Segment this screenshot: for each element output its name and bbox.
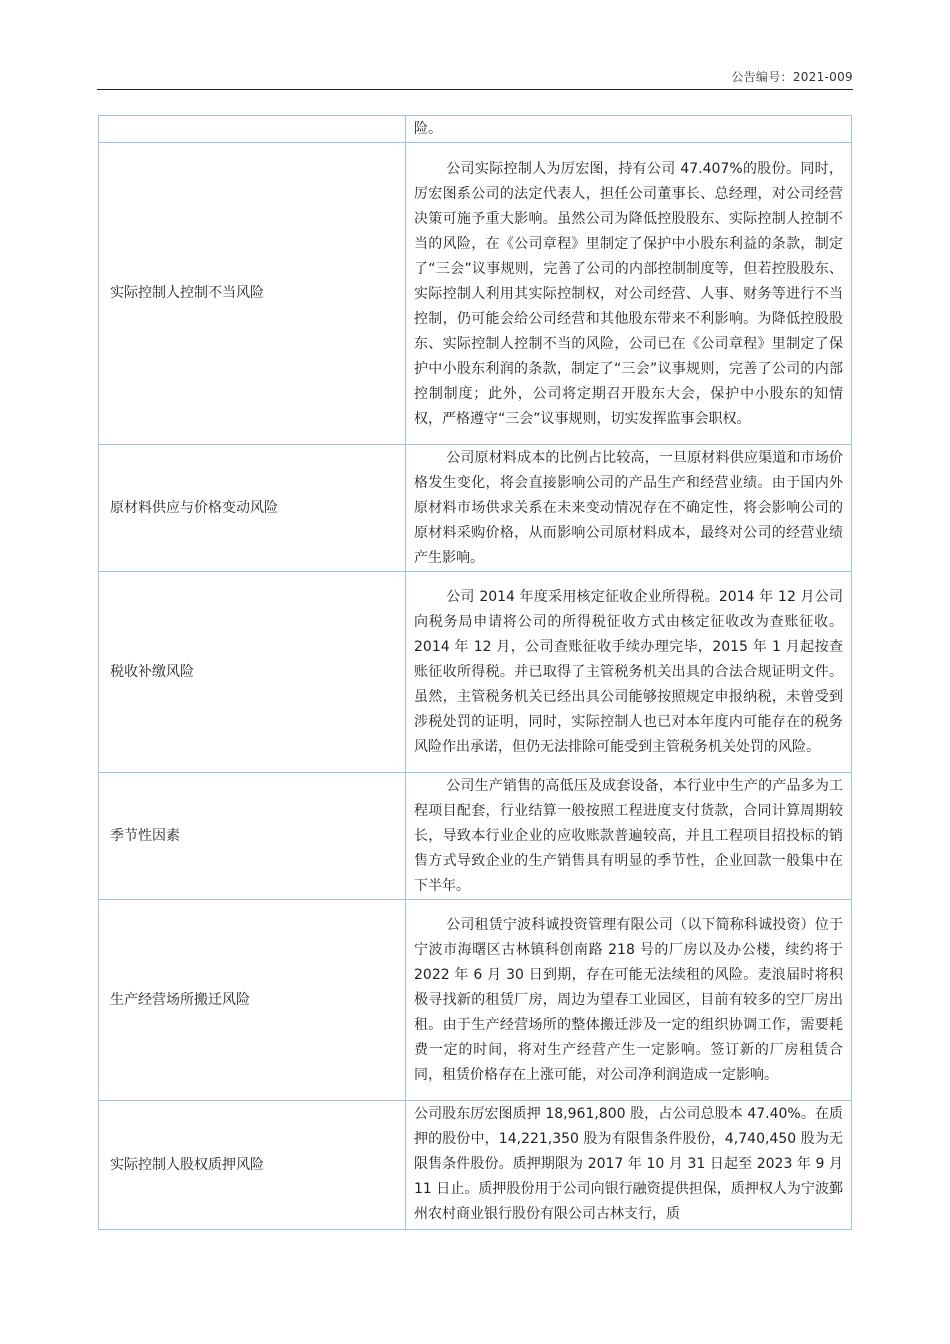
- risk-description-cell: [406, 116, 852, 143]
- risk-description-text: 公司生产销售的高低压及成套设备，本行业中生产的产品多为工程项目配套，行业结算一般按照工程进度支付货款，合同计算周期较长，导致本行业企业的应收账款普遍较高，并且工程项目招投标的销售方式导致企业的生产销售具有明显的季节性，企业回款一般集中在下半年。: [414, 778, 843, 894]
- risk-description-cell: [406, 572, 852, 773]
- table-row: [99, 572, 852, 773]
- risk-name-cell: 生产经营场所搬迁风险: [99, 900, 406, 1101]
- table-row: [99, 143, 852, 445]
- risk-description-text: 公司股东厉宏图质押 18,961,800 股，占公司总股本 47.40%。在质押的股份中，14,221,350 股为有限售条件股份，4,740,450 股为无限售条件股份。质押期限为 2017 年 10 月 31 日起至 2023 年 9 月 11 日止。质押股份用于公司向银行融资提供担保，质押权人为宁波鄞州农村商业银行股份有限公司古林支行，质: [414, 1106, 843, 1222]
- announcement-code: 公告编号：2021-009: [731, 70, 853, 84]
- risk-description-text: 公司实际控制人为厉宏图，持有公司 47.407%的股份。同时，厉宏图系公司的法定代表人，担任公司董事长、总经理，对公司经营决策可施予重大影响。虽然公司为降低控股股东、实际控制人控制不当的风险，在《公司章程》里制定了保护中小股东利益的条款，制定了“三会”议事规则，完善了公司的内部控制制度等，但若控股股东、实际控制人利用其实际控制权，对公司经营、人事、财务等进行不当控制，仍可能会给公司经营和其他股东带来不利影响。为降低控股股东、实际控制人控制不当的风险，公司已在《公司章程》里制定了保护中小股东利润的条款，制定了“三会”议事规则，完善了公司的内部控制制度；此外，公司将定期召开股东大会，保护中小股东的知情权，严格遵守“三会”议事规则，切实发挥监事会职权。: [414, 160, 843, 427]
- table-row: [99, 773, 852, 900]
- risk-description-text: 公司租赁宁波科诚投资管理有限公司（以下简称科诚投资）位于宁波市海曙区古林镇科创南路 218 号的厂房以及办公楼，续约将于 2022 年 6 月 30 日到期，存在可能无法续租的风险。麦浪届时将积极寻找新的租赁厂房，周边为望春工业园区，目前有较多的空厂房出租。由于生产经营场所的整体搬迁涉及一定的组织协调工作，需要耗费一定的时间，将对生产经营产生一定影响。签订新的厂房租赁合同，租赁价格存在上涨可能，对公司净利润造成一定影响。: [414, 917, 843, 1083]
- risk-name-cell: 税收补缴风险: [99, 572, 406, 773]
- header-divider: [97, 89, 853, 90]
- risk-factor-table: [98, 115, 852, 1230]
- table-row: [99, 900, 852, 1101]
- risk-name-cell: 原材料供应与价格变动风险: [99, 445, 406, 572]
- risk-description-cell: [406, 445, 852, 572]
- risk-description-cell: [406, 900, 852, 1101]
- table-row: [99, 116, 852, 143]
- risk-name-cell: 实际控制人控制不当风险: [99, 143, 406, 445]
- risk-description-text: 险。: [414, 121, 442, 137]
- risk-description-cell: [406, 773, 852, 900]
- risk-description-text: 公司原材料成本的比例占比较高，一旦原材料供应渠道和市场价格发生变化，将会直接影响公司的产品生产和经营业绩。由于国内外原材料市场供求关系在未来变动情况存在不确定性，将会影响公司的原材料采购价格，从而影响公司原材料成本，最终对公司的经营业绩产生影响。: [414, 450, 843, 566]
- risk-description-text: 公司 2014 年度采用核定征收企业所得税。2014 年 12 月公司向税务局申请将公司的所得税征收方式由核定征收改为查账征收。2014 年 12 月，公司查账征收手续办理完毕，2015 年 1 月起按查账征收所得税。并已取得了主管税务机关出具的合法合规证明文件。虽然，主管税务机关已经出具公司能够按照规定申报纳税，未曾受到涉税处罚的证明，同时，实际控制人也已对本年度内可能存在的税务风险作出承诺，但仍无法排除可能受到主管税务机关处罚的风险。: [414, 589, 843, 755]
- risk-name-cell: 季节性因素: [99, 773, 406, 900]
- table-row: [99, 445, 852, 572]
- risk-description-cell: [406, 1101, 852, 1230]
- risk-description-cell: [406, 143, 852, 445]
- risk-name-cell: [99, 116, 406, 143]
- risk-name-cell: 实际控制人股权质押风险: [99, 1101, 406, 1230]
- table-row: [99, 1101, 852, 1230]
